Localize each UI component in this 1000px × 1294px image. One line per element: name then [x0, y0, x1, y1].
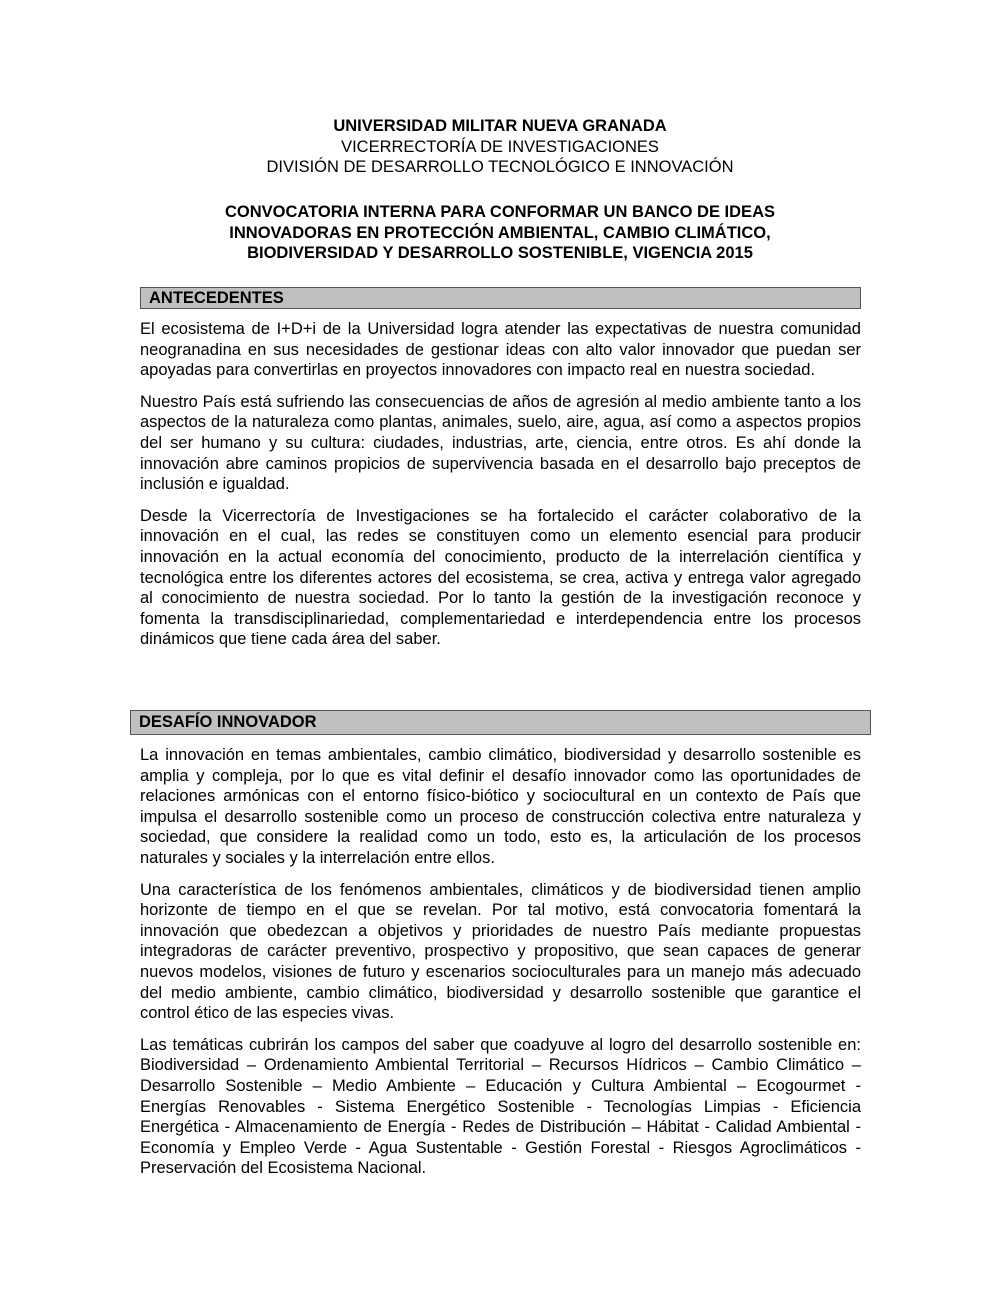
section-body-desafio-innovador: [140, 745, 861, 1190]
document-title: [140, 202, 860, 264]
paragraph: Nuestro País está sufriendo las consecuencias de años de agresión al medio ambiente tanto a los aspectos de la naturaleza como plantas, animales, suelo, aire, agua, así como a aspectos propios del ser humano y su cultura: ciudades, industrias, arte, ciencia, entre otros. Es ahí donde la innovación abre caminos propicios de supervivencia basada en el desarrollo bajo preceptos de inclusión e igualdad.: [140, 392, 861, 494]
vicerrectoria-name: VICERRECTORÍA DE INVESTIGACIONES: [341, 137, 659, 156]
title-line-2: INNOVADORAS EN PROTECCIÓN AMBIENTAL, CAMBIO CLIMÁTICO,: [229, 223, 771, 242]
document-header: [140, 116, 860, 178]
division-name: DIVISIÓN DE DESARROLLO TECNOLÓGICO E INNOVACIÓN: [266, 158, 734, 176]
paragraph: La innovación en temas ambientales, cambio climático, biodiversidad y desarrollo sostenible es amplia y compleja, por lo que es vital definir el desafío innovador como las oportunidades de relaciones armónicas con el entorno físico-biótico y sociocultural en un contexto de País que impulsa el desarrollo sostenible como un proceso de construcción colectiva entre naturaleza y sociedad, que considere la realidad como un todo, esto es, la articulación de los procesos naturales y sociales y la interrelación entre ellos.: [140, 746, 861, 867]
title-line-3: BIODIVERSIDAD Y DESARROLLO SOSTENIBLE, VIGENCIA 2015: [247, 244, 753, 262]
paragraph: Las temáticas cubrirán los campos del saber que coadyuve al logro del desarrollo sostenible en: Biodiversidad – Ordenamiento Ambiental Territorial – Recursos Hídricos – Cambio Climático – Desarrollo Sostenible – Medio Ambiente – Educación y Cultura Ambiental – Ecogourmet - Energías Renovables - Sistema Energético Sostenible - Tecnologías Limpias - Eficiencia Energética - Almacenamiento de Energía - Redes de Distribución – Hábitat - Calidad Ambiental - Economía y Empleo Verde - Agua Sustentable - Gestión Forestal - Riesgos Agroclimáticos - Preservación del Ecosistema Nacional.: [140, 1035, 861, 1178]
section-heading-antecedentes: ANTECEDENTES: [140, 287, 861, 309]
paragraph: Una característica de los fenómenos ambientales, climáticos y de biodiversidad tienen amplio horizonte de tiempo en el que se revelan. Por tal motivo, está convocatoria fomentará la innovación que obedezcan a objetivos y prioridades de nuestro País mediante propuestas integradoras de carácter preventivo, prospectivo y propositivo, que sean capaces de generar nuevos modelos, visiones de futuro y escenarios socioculturales para un manejo más adecuado del medio ambiente, cambio climático, biodiversidad y desarrollo sostenible que garantice el control ético de las especies vivas.: [140, 880, 861, 1023]
section-heading-desafio-innovador: DESAFÍO INNOVADOR: [130, 710, 871, 735]
title-line-1: CONVOCATORIA INTERNA PARA CONFORMAR UN BANCO DE IDEAS: [224, 203, 775, 221]
section-body-antecedentes: [140, 319, 861, 661]
paragraph: El ecosistema de I+D+i de la Universidad logra atender las expectativas de nuestra comunidad neogranadina en sus necesidades de gestionar ideas con alto valor innovador que puedan ser apoyadas para convertirlas en proyectos innovadores con impacto real en nuestra sociedad.: [140, 320, 861, 380]
paragraph: Desde la Vicerrectoría de Investigaciones se ha fortalecido el carácter colaborativo de la innovación en el cual, las redes se constituyen como un elemento esencial para producir innovación en la actual economía del conocimiento, producto de la interrelación científica y tecnológica entre los diferentes actores del ecosistema, se crea, activa y entrega valor agregado al conocimiento de nuestra sociedad. Por lo tanto la gestión de la investigación reconoce y fomenta la transdisciplinariedad, complementariedad e interdependencia entre los procesos dinámicos que tiene cada área del saber.: [140, 506, 861, 649]
institution-name: UNIVERSIDAD MILITAR NUEVA GRANADA: [333, 117, 667, 135]
